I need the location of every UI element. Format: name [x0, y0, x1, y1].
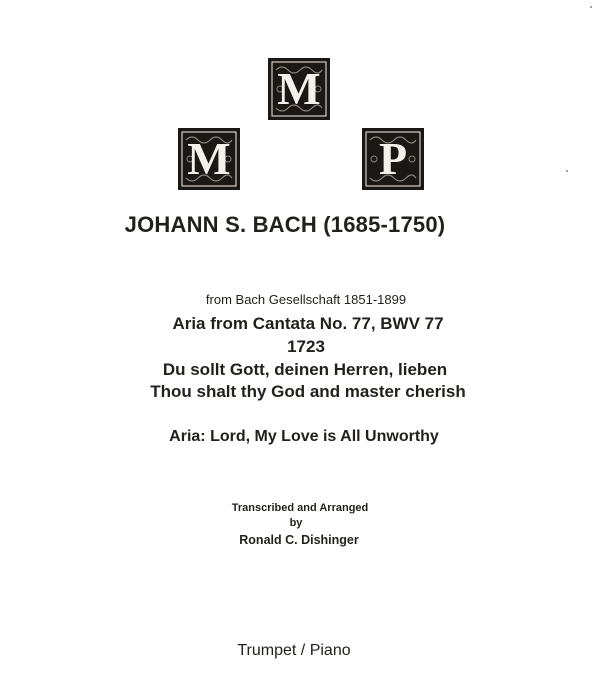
composer-heading: JOHANN S. BACH (1685-1750) — [124, 212, 446, 237]
transcribed-credit: Transcribed and Arranged — [231, 502, 369, 514]
publisher-logo-m-top — [268, 58, 330, 120]
aria-english-title: Aria: Lord, My Love is All Unworthy — [169, 428, 439, 445]
source-edition: from Bach Gesellschaft 1851-1899 — [205, 292, 407, 307]
composition-year: 1723 — [287, 337, 325, 356]
aria-title: Aria from Cantata No. 77, BWV 77 — [172, 314, 444, 333]
publisher-logo-m-left — [178, 128, 240, 190]
german-title: Du sollt Gott, deinen Herren, lieben — [162, 360, 448, 379]
instrumentation: Trumpet / Piano — [237, 642, 351, 659]
by-credit: by — [289, 517, 303, 529]
scan-speck — [590, 6, 592, 8]
english-title: Thou shalt thy God and master cherish — [150, 382, 466, 401]
publisher-logo-p-right — [362, 128, 424, 190]
arranger-name: Ronald C. Dishinger — [239, 533, 359, 547]
scan-speck — [566, 170, 568, 172]
logo-letter: M — [187, 133, 231, 184]
logo-letter: P — [378, 133, 408, 184]
logo-letter: M — [277, 63, 321, 114]
